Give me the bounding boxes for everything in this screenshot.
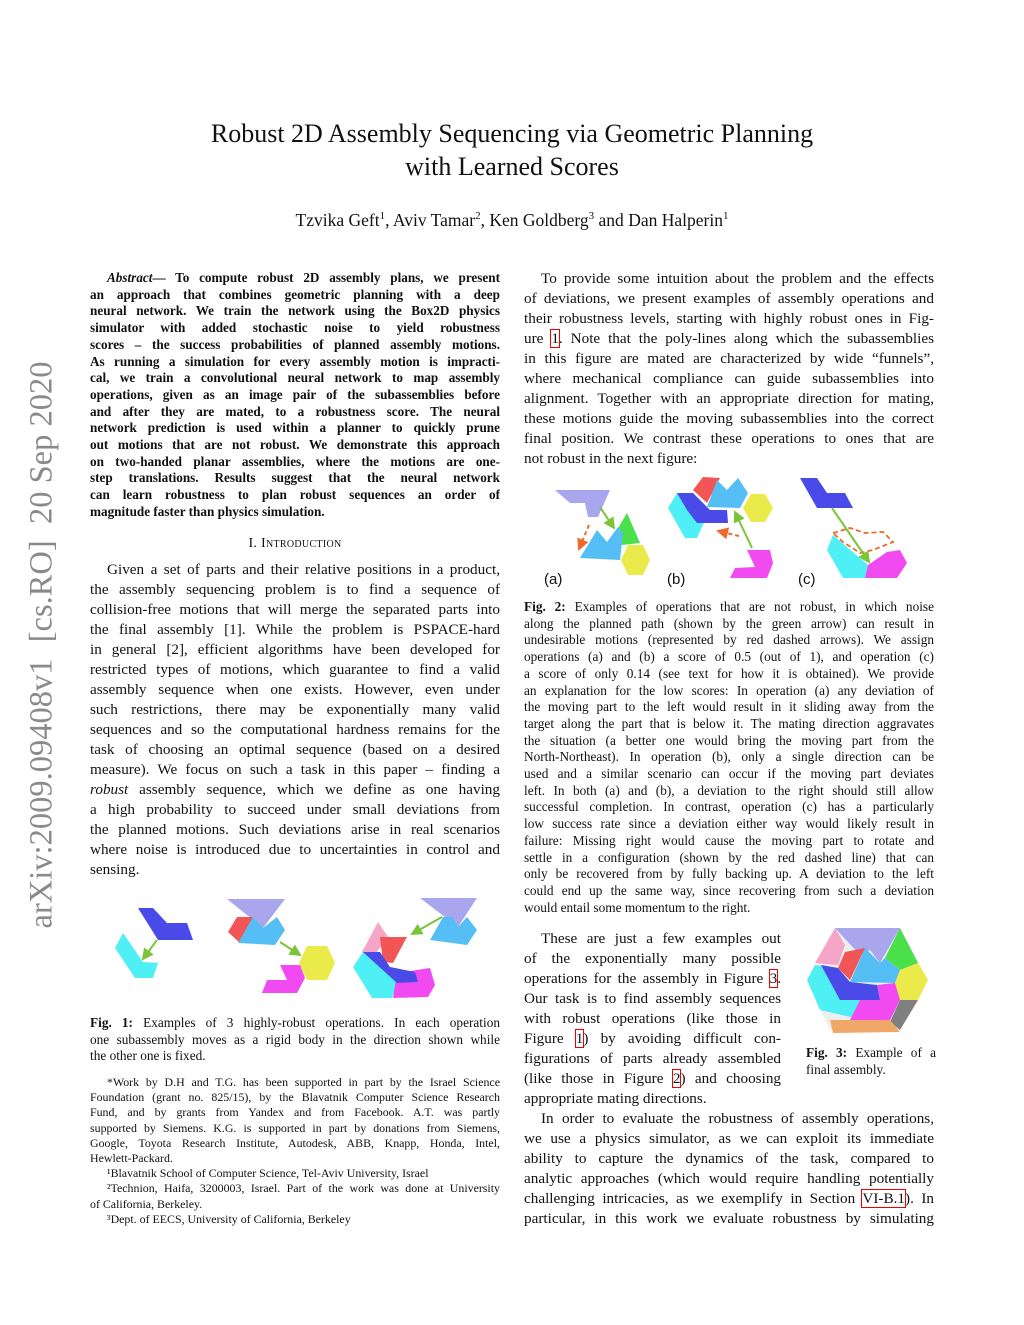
title-line: with Learned Scores — [405, 152, 619, 181]
text-line: of deviations, we present examples of assembly operations and — [524, 290, 934, 307]
text-line: Foundation (grant no. 825/15), by the Blavatnik Computer Science Research — [90, 1090, 500, 1105]
text-line: a score of only 0.14 (see text for how it is obtained). We provide — [524, 665, 934, 681]
text-line: with robust operations (like those in — [524, 1010, 781, 1027]
author-list: Tzvika Geft$^1$, Aviv Tamar$^2$, Ken Goldberg$^3$ and Dan Halperin$^1$ — [295, 210, 729, 230]
text-line: To provide some intuition about the problem and the effects — [541, 270, 934, 287]
text-line: These are just a few examples out — [541, 930, 781, 947]
author-name: Dan Halperin — [628, 210, 723, 230]
text-line: Our task is to find assembly sequences — [524, 990, 781, 1007]
text-line: magnitude faster than physics simulation. — [90, 503, 325, 519]
section-number: I. — [248, 536, 262, 551]
text-line: analytic approaches (which would require handling potentially — [524, 1170, 934, 1187]
text-line: North-Northeast). In operation (b), only a single direction can be — [524, 749, 934, 765]
text-line: supported by Siemens. K.G. is supported in part by donations from Siemens, — [90, 1120, 500, 1135]
text-line: ability to capture the dynamics of the task, compared to — [524, 1150, 934, 1167]
text-line: ¹Blavatnik School of Computer Science, Tel-Aviv University, Israel — [107, 1166, 429, 1181]
text-line: measure). We focus on such a task in this paper – finding a — [90, 761, 500, 778]
text-line: these motions guide the moving subassemblies into the correct — [524, 410, 934, 427]
caption-label: Fig. 3: — [806, 1045, 848, 1060]
text-line: ³Dept. of EECS, University of California, Berkeley — [107, 1211, 351, 1226]
reference-link[interactable]: VI-B.1 — [862, 1190, 906, 1207]
text-line: Fig. 3: Example of a — [806, 1045, 936, 1060]
text-line: undesirable motions (represented by red dashed arrows). We assign — [524, 632, 934, 648]
text-line: simulator with added stochastic noise to yield robustness — [90, 320, 500, 336]
right-paragraph-3 — [524, 1109, 934, 1229]
dashed-arrow-icon — [718, 531, 739, 536]
text-line: Google, Toyota Research Institute, Autodesk, ABB, Knapp, Honda, Intel, — [90, 1135, 500, 1150]
fig2-label-a: (a) — [544, 571, 563, 588]
text-line: the moving part to the left would result in it sliding away from the — [524, 699, 934, 715]
figure-1 — [115, 898, 477, 998]
emphasis: robust — [90, 781, 129, 798]
right-paragraph-2 — [524, 929, 781, 1109]
text-line: not robust in the next figure: — [524, 450, 698, 467]
author-name: Aviv Tamar — [392, 210, 476, 230]
text-line: alignment. Together with an appropriate direction for mating, — [524, 390, 934, 407]
text-line: of California, Berkeley. — [90, 1196, 203, 1211]
figure-2 — [555, 477, 907, 578]
text-line: final assembly. — [806, 1061, 886, 1077]
text-line: robust assembly sequence, which we define as one having — [90, 781, 500, 798]
arxiv-identifier: arXiv:2009.09408v1 [cs.RO] 20 Sep 2020 — [23, 361, 60, 929]
text-line: Given a set of parts and their relative positions in a product, — [107, 561, 500, 578]
text-line: an explanation for the low scores: In operation (a) any deviation of — [524, 682, 934, 698]
text-line: ²Technion, Haifa, 3200003, Israel. Part of the work was done at University — [107, 1181, 500, 1196]
author-name: Tzvika Geft — [295, 210, 380, 230]
text-line: out motions that are not robust. We demonstrate this approach — [90, 437, 500, 453]
text-line: left. In both (a) and (b), a deviation to the right should still allow — [524, 782, 934, 798]
text-line: neural network. We train the network using the Box2D physics — [90, 303, 500, 319]
text-line: step translations. Results suggest that the neural network — [90, 470, 500, 486]
reference-link[interactable]: 2 — [672, 1070, 681, 1087]
text-line: of the exponentially many possible — [524, 950, 781, 967]
text-line: could end up the same way, since recovering from such a deviation — [524, 882, 934, 898]
text-line: successful completion. In contrast, operation (c) has a particularly — [524, 799, 934, 815]
arrow-icon — [143, 940, 157, 959]
text-line: such restrictions, there may be exponentially many valid — [90, 701, 500, 718]
text-line: target along the part that is below it. The mating direction aggravates — [524, 715, 934, 731]
text-line: one subassembly moves as a rigid body in the direction shown while — [90, 1031, 500, 1047]
title-line: Robust 2D Assembly Sequencing via Geometric Planning — [210, 119, 814, 148]
text-line: sequences and so the computational hardness remains for the — [90, 721, 500, 738]
text-line: a high probability to succeed under small deviations from — [90, 801, 500, 818]
text-line: restricted types of motions, which guarantee to find a valid — [90, 661, 500, 678]
footnotes — [90, 1075, 500, 1227]
text-line: and after they are mated, to a robustness score. The neural — [90, 403, 500, 419]
text-line: sensing. — [90, 861, 140, 878]
text-line: the situation (a better one would bring the moving part from the — [524, 732, 934, 748]
emphasis: Abstract — [107, 270, 153, 285]
text-line: Fig. 1: Examples of 3 highly-robust operations. In each operation — [90, 1015, 500, 1030]
reference-link[interactable]: 1 — [575, 1030, 584, 1047]
text-line: operations (a) and (b) a score of 0.5 (out of 1), and operation (c) — [524, 649, 934, 665]
text-line: their robustness levels, starting with highly robust ones in Fig- — [524, 310, 934, 327]
text-line: Hewlett-Packard. — [90, 1151, 173, 1166]
author-affiliation: 1 — [722, 210, 729, 223]
fig3-caption — [806, 1045, 936, 1078]
fig1-caption — [90, 1015, 500, 1065]
text-line: figurations of parts already assembled — [524, 1050, 781, 1067]
text-line: failure: Missing right would cause the moving part to rotate and — [524, 832, 934, 848]
text-line: would entail some momentum to the right. — [524, 899, 751, 915]
section-title: Introduction — [261, 536, 342, 551]
text-line: Fig. 2: Examples of operations that are not robust, in which noise — [524, 599, 934, 614]
arrow-icon — [600, 507, 614, 528]
text-line: Abstract— To compute robust 2D assembly plans, we present — [107, 270, 500, 285]
reference-link[interactable]: 3 — [769, 970, 778, 987]
text-line: appropriate mating directions. — [524, 1090, 707, 1107]
text-line: cal, we train a convolutional neural network to map assembly — [90, 370, 500, 386]
text-line: the final assembly [1]. While the problem is PSPACE-hard — [90, 621, 500, 638]
author-affiliation: 3 — [588, 210, 595, 223]
text-line: assembly sequence when one exists. However, even under — [90, 681, 500, 698]
text-line: along the planned path (shown by the green arrow) can result in — [524, 615, 934, 631]
text-line: used and a similar scenario can occur if the moving part deviates — [524, 766, 934, 782]
text-line: in this figure are mated are characterized by wide “funnels”, — [524, 350, 934, 367]
author-affiliation: 1 — [379, 210, 386, 223]
right-paragraph-1 — [524, 269, 934, 469]
text-line: challenging intricacies, as we exemplify in Section VI-B.1). In — [524, 1190, 934, 1207]
text-line: settle in a configuration (shown by the red dashed line) that can — [524, 849, 934, 865]
text-line: network prediction is used within a planner to quickly prune — [90, 420, 500, 436]
author-name: Ken Goldberg — [489, 210, 589, 230]
text-line: In order to evaluate the robustness of assembly operations, — [541, 1110, 934, 1127]
text-line: can learn robustness to plan robust sequences an order of — [90, 487, 500, 503]
caption-label: Fig. 1: — [90, 1015, 133, 1030]
arrow-icon — [280, 942, 300, 955]
text-line: (like those in Figure 2) and choosing — [524, 1070, 781, 1087]
fig2-label-b: (b) — [667, 571, 686, 588]
text-line: task of choosing an optimal sequence (based on a desired — [90, 741, 500, 758]
text-line: on two-handed planar assemblies, where the motions are one- — [90, 453, 500, 469]
text-line: collision-free motions that will merge the separated parts into — [90, 601, 500, 618]
text-line: in general [2], efficient algorithms have been developed for — [90, 641, 500, 658]
text-line: only be recovered from by fully backing up. A deviation to the left — [524, 866, 934, 882]
author-affiliation: 2 — [475, 210, 481, 223]
text-line: low success rate since a deviation either way would likely result in — [524, 816, 934, 832]
text-line: an approach that combines geometric planning with a deep — [90, 286, 500, 302]
text-line: we use a physics simulator, as we can exploit its immediate — [524, 1130, 934, 1147]
dashed-arrow-icon — [579, 525, 589, 549]
text-line: Fund, and by grants from Yandex and from Facebook. A.T. was partly — [90, 1105, 500, 1120]
fig2-label-c: (c) — [798, 571, 816, 588]
text-line: scores – the success probabilities of planned assembly motions. — [90, 336, 500, 352]
fig2-caption — [524, 599, 934, 916]
text-line: the planned motions. Such deviations arise in real scenarios — [90, 821, 500, 838]
text-line: particular, in this work we evaluate robustness by simulating — [524, 1210, 934, 1227]
reference-link[interactable]: 1 — [551, 330, 559, 347]
text-line: where mechanical compliance can guide subassemblies into — [524, 370, 934, 387]
text-line: operations, given as an image pair of the subassemblies before — [90, 386, 500, 402]
text-line: operations for the assembly in Figure 3. — [524, 970, 781, 987]
text-line: Figure 1) by avoiding difficult con- — [524, 1030, 781, 1047]
text-line: As running a simulation for every assembly motion is impracti- — [90, 353, 500, 369]
text-line: the other one is fixed. — [90, 1048, 206, 1064]
figure-3 — [807, 928, 928, 1033]
caption-label: Fig. 2: — [524, 599, 566, 614]
text-line: the assembly sequencing problem is to find a sequence of — [90, 581, 500, 598]
text-line: ure 1. Note that the poly-lines along which the subassemblies — [524, 330, 934, 347]
text-line: where noise is introduced due to uncertainties in control and — [90, 841, 500, 858]
text-line: *Work by D.H and T.G. has been supported in part by the Israel Science — [107, 1075, 500, 1089]
text-line: final position. We contrast these operations to ones that are — [524, 430, 934, 447]
